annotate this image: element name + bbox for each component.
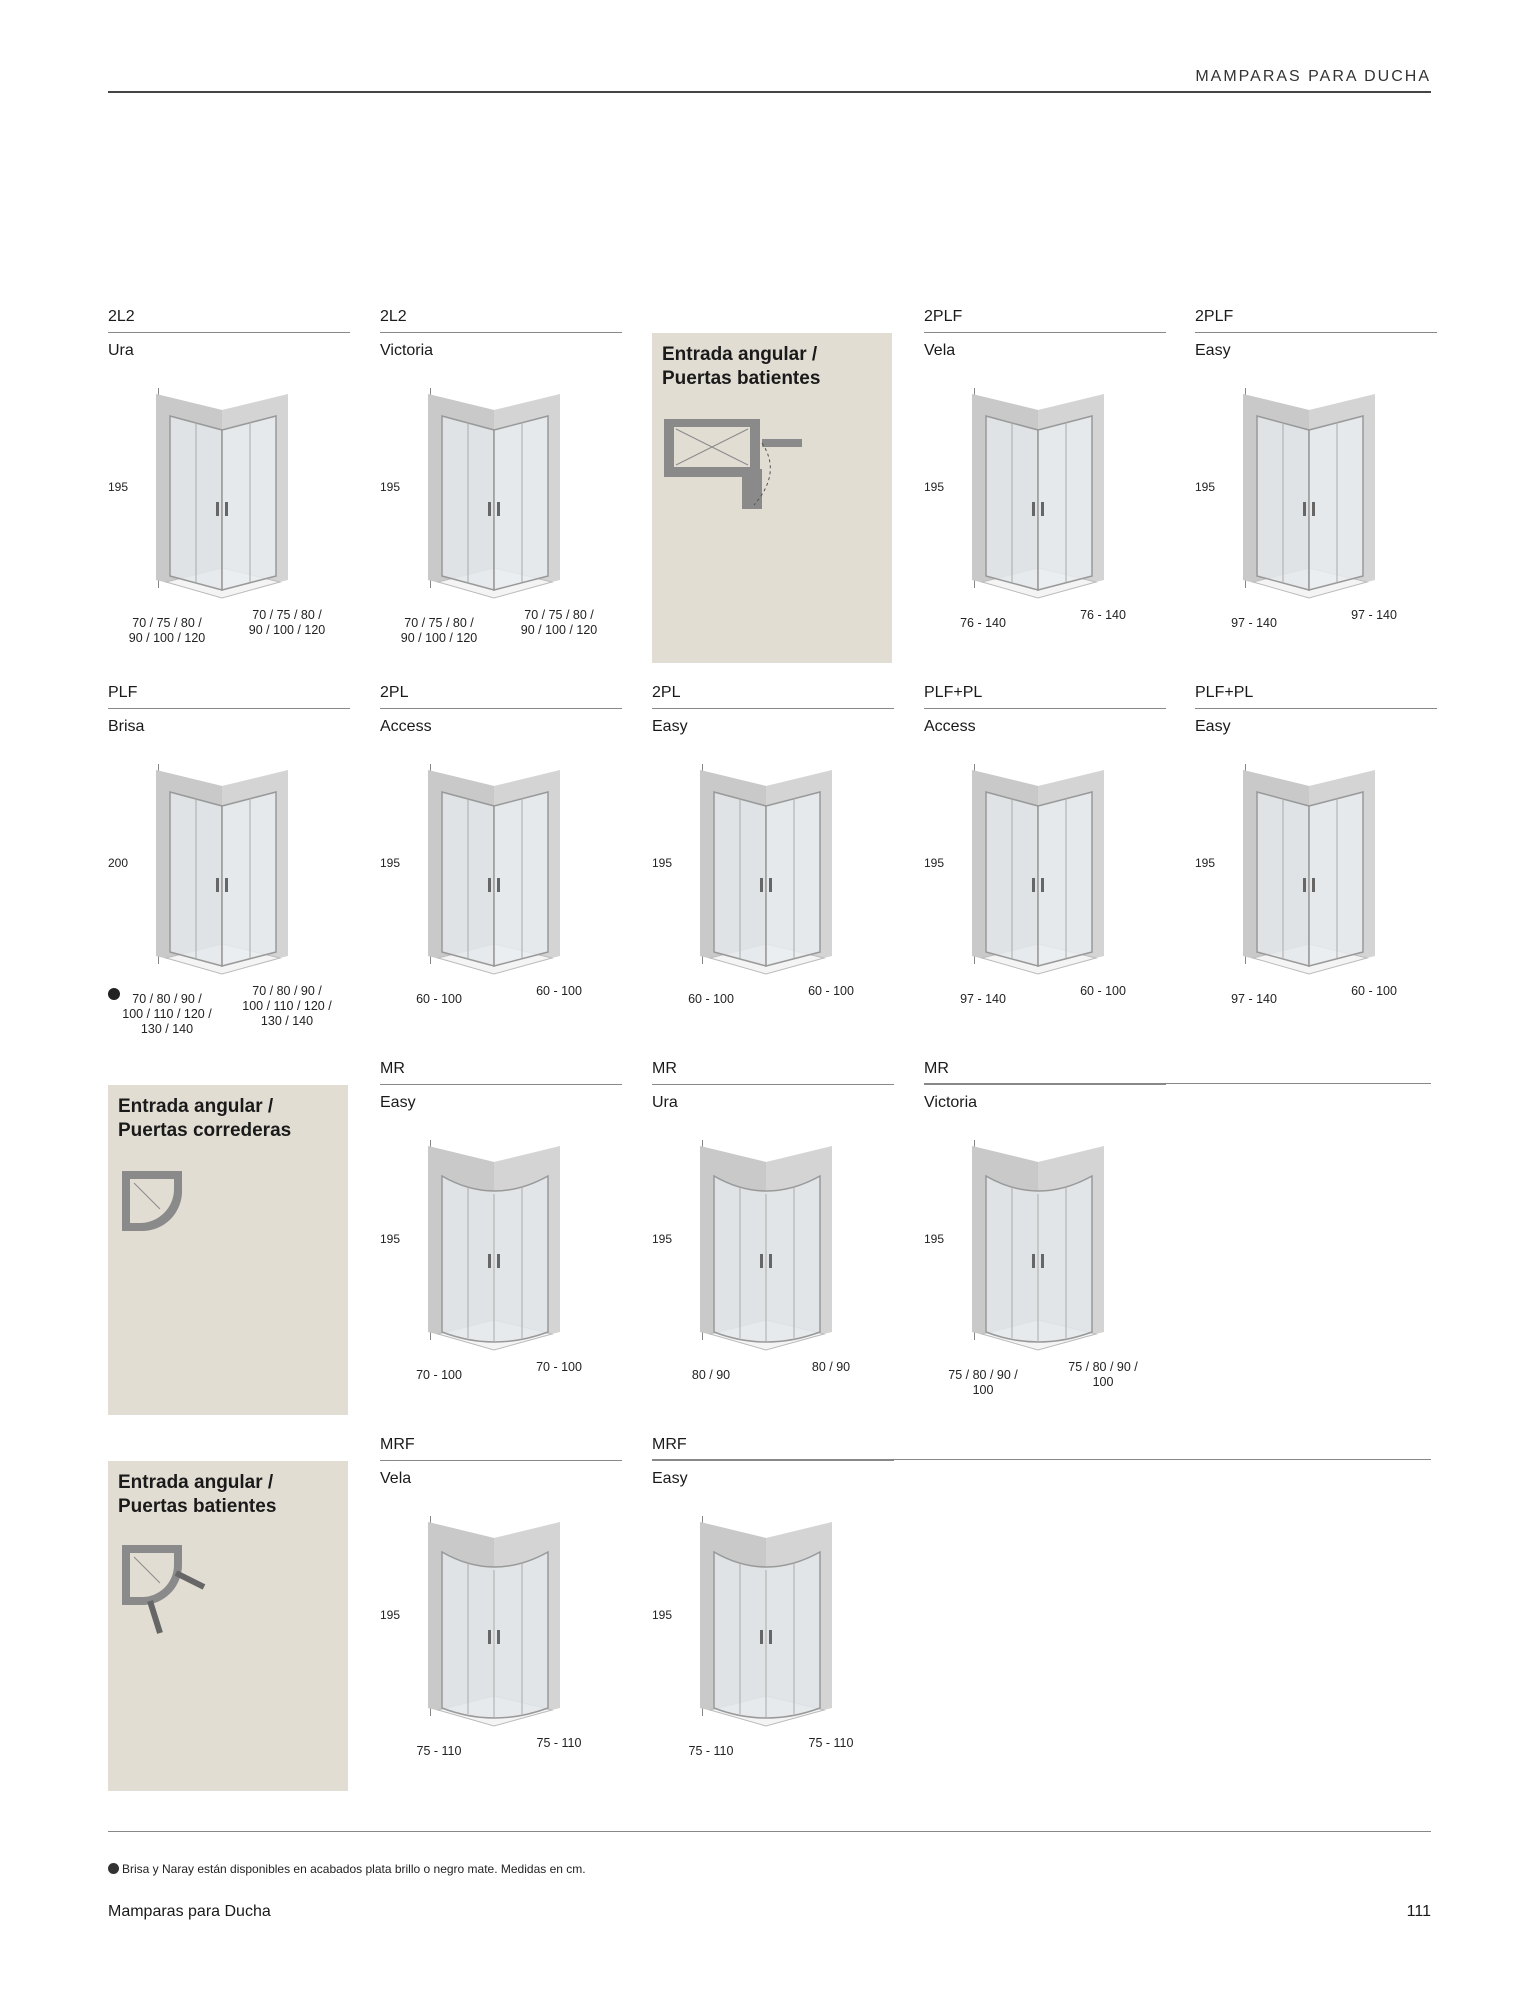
product-card-0 bbox=[108, 308, 350, 658]
width-left-dim: 75 - 110 bbox=[416, 1744, 462, 1758]
product-rule bbox=[652, 708, 894, 709]
width-left-dim: 70 / 75 / 80 / 90 / 100 / 120 bbox=[400, 616, 478, 645]
product-card-7 bbox=[924, 684, 1166, 1034]
height-label: 195 bbox=[924, 480, 945, 494]
height-label: 195 bbox=[1195, 480, 1216, 494]
shower-enclosure-image bbox=[696, 1136, 836, 1356]
width-left-dim: 70 - 100 bbox=[416, 1368, 462, 1382]
width-right-dim: 75 - 110 bbox=[536, 1736, 582, 1750]
height-label: 195 bbox=[108, 480, 129, 494]
width-right-dim: 70 / 75 / 80 / 90 / 100 / 120 bbox=[248, 608, 326, 637]
width-left-dim: 70 / 80 / 90 / 100 / 110 / 120 / 130 / 140 bbox=[122, 992, 212, 1036]
height-label: 195 bbox=[652, 856, 673, 870]
shower-enclosure-image bbox=[696, 1512, 836, 1732]
product-rule bbox=[380, 1084, 622, 1085]
footer-rule bbox=[108, 1831, 1431, 1832]
shower-enclosure-image bbox=[1239, 760, 1379, 980]
product-name: Vela bbox=[924, 342, 956, 359]
product-name: Ura bbox=[652, 1094, 678, 1111]
info-box-title: Entrada angular / Puertas batientes bbox=[662, 344, 821, 389]
product-card-5 bbox=[380, 684, 622, 1034]
footnote bbox=[108, 1862, 586, 1876]
shower-enclosure-image bbox=[152, 384, 292, 604]
info-box-1 bbox=[108, 1085, 348, 1415]
width-right-dim: 70 - 100 bbox=[536, 1360, 582, 1374]
height-label: 195 bbox=[924, 1232, 945, 1246]
width-left-dim: 97 - 140 bbox=[1231, 616, 1277, 630]
product-code: 2L2 bbox=[108, 308, 135, 325]
height-label: 195 bbox=[924, 856, 945, 870]
height-label: 195 bbox=[652, 1232, 673, 1246]
product-card-1 bbox=[380, 308, 622, 658]
product-name: Easy bbox=[652, 1470, 688, 1487]
height-label: 195 bbox=[1195, 856, 1216, 870]
product-rule bbox=[924, 332, 1166, 333]
height-label: 195 bbox=[380, 1232, 401, 1246]
product-code: 2PL bbox=[380, 684, 409, 701]
shower-enclosure-image bbox=[152, 760, 292, 980]
product-code: PLF bbox=[108, 684, 138, 701]
product-rule bbox=[924, 1084, 1166, 1085]
hinged-round-plan-icon bbox=[120, 1543, 210, 1639]
width-left-dim: 97 - 140 bbox=[960, 992, 1006, 1006]
width-right-dim: 75 / 80 / 90 / 100 bbox=[1068, 1360, 1138, 1389]
width-left-dim: 76 - 140 bbox=[960, 616, 1006, 630]
product-name: Easy bbox=[1195, 342, 1231, 359]
shower-enclosure-image bbox=[696, 760, 836, 980]
footnote-text: Brisa y Naray están disponibles en acabados plata brillo o negro mate. Medidas en cm. bbox=[122, 1862, 586, 1876]
width-left-dim: 70 / 75 / 80 / 90 / 100 / 120 bbox=[128, 616, 206, 645]
height-label: 195 bbox=[380, 1608, 401, 1622]
product-code: 2PLF bbox=[1195, 308, 1234, 325]
product-code: MR bbox=[380, 1060, 405, 1077]
product-rule bbox=[108, 708, 350, 709]
product-rule bbox=[924, 708, 1166, 709]
product-name: Victoria bbox=[380, 342, 434, 359]
width-left-dim: 97 - 140 bbox=[1231, 992, 1277, 1006]
width-right-dim: 60 - 100 bbox=[1351, 984, 1397, 998]
info-box-title: Entrada angular / Puertas batientes bbox=[118, 1472, 277, 1517]
section-label: MAMPARAS PARA DUCHA bbox=[1195, 68, 1431, 85]
info-box-0 bbox=[652, 333, 892, 663]
product-name: Easy bbox=[1195, 718, 1231, 735]
height-label: 195 bbox=[652, 1608, 673, 1622]
header-rule bbox=[108, 91, 1431, 93]
product-code: PLF+PL bbox=[924, 684, 983, 701]
product-name: Easy bbox=[652, 718, 688, 735]
info-box-2 bbox=[108, 1461, 348, 1791]
width-right-dim: 80 / 90 bbox=[811, 1360, 851, 1374]
shower-enclosure-image bbox=[1239, 384, 1379, 604]
product-name: Access bbox=[380, 718, 432, 735]
product-card-11 bbox=[924, 1060, 1166, 1410]
product-card-12 bbox=[380, 1436, 622, 1786]
row-rule-mr bbox=[924, 1083, 1431, 1084]
product-rule bbox=[652, 1460, 894, 1461]
height-label: 200 bbox=[108, 856, 129, 870]
product-name: Easy bbox=[380, 1094, 416, 1111]
shower-enclosure-image bbox=[424, 384, 564, 604]
width-left-dim: 60 - 100 bbox=[416, 992, 462, 1006]
product-code: 2PL bbox=[652, 684, 681, 701]
hinged-door-plan-icon bbox=[662, 413, 802, 523]
product-card-10 bbox=[652, 1060, 894, 1410]
page-number: 111 bbox=[1406, 1903, 1431, 1920]
product-card-2 bbox=[924, 308, 1166, 658]
shower-enclosure-image bbox=[424, 1512, 564, 1732]
product-code: MRF bbox=[652, 1436, 687, 1453]
finish-note-dot-icon bbox=[108, 988, 120, 1000]
width-left-dim: 60 - 100 bbox=[688, 992, 734, 1006]
width-left-dim: 75 - 110 bbox=[688, 1744, 734, 1758]
width-right-dim: 75 - 110 bbox=[808, 1736, 854, 1750]
width-right-dim: 70 / 80 / 90 / 100 / 110 / 120 / 130 / 140 bbox=[242, 984, 332, 1028]
product-name: Victoria bbox=[924, 1094, 978, 1111]
shower-enclosure-image bbox=[424, 1136, 564, 1356]
width-right-dim: 76 - 140 bbox=[1080, 608, 1126, 622]
product-rule bbox=[1195, 708, 1437, 709]
shower-enclosure-image bbox=[968, 384, 1108, 604]
height-label: 195 bbox=[380, 480, 401, 494]
product-rule bbox=[380, 1460, 622, 1461]
product-rule bbox=[380, 708, 622, 709]
width-right-dim: 97 - 140 bbox=[1351, 608, 1397, 622]
product-card-6 bbox=[652, 684, 894, 1034]
product-name: Access bbox=[924, 718, 976, 735]
product-name: Ura bbox=[108, 342, 134, 359]
shower-enclosure-image bbox=[968, 760, 1108, 980]
product-card-3 bbox=[1195, 308, 1437, 658]
width-right-dim: 60 - 100 bbox=[536, 984, 582, 998]
product-name: Brisa bbox=[108, 718, 145, 735]
product-code: 2PLF bbox=[924, 308, 963, 325]
info-box-title: Entrada angular / Puertas correderas bbox=[118, 1096, 292, 1141]
footer-title: Mamparas para Ducha bbox=[108, 1903, 271, 1920]
product-code: MR bbox=[652, 1060, 677, 1077]
shower-enclosure-image bbox=[424, 760, 564, 980]
product-code: MRF bbox=[380, 1436, 415, 1453]
product-rule bbox=[108, 332, 350, 333]
product-card-9 bbox=[380, 1060, 622, 1410]
row-rule-mrf bbox=[652, 1459, 1431, 1460]
dot-icon bbox=[108, 1863, 119, 1874]
width-left-dim: 75 / 80 / 90 / 100 bbox=[948, 1368, 1018, 1397]
product-rule bbox=[380, 332, 622, 333]
product-card-13 bbox=[652, 1436, 894, 1786]
shower-enclosure-image bbox=[968, 1136, 1108, 1356]
width-right-dim: 70 / 75 / 80 / 90 / 100 / 120 bbox=[520, 608, 598, 637]
product-card-4 bbox=[108, 684, 350, 1034]
product-code: MR bbox=[924, 1060, 949, 1077]
product-card-8 bbox=[1195, 684, 1437, 1034]
product-code: PLF+PL bbox=[1195, 684, 1254, 701]
sliding-door-plan-icon bbox=[120, 1169, 190, 1239]
product-rule bbox=[1195, 332, 1437, 333]
height-label: 195 bbox=[380, 856, 401, 870]
width-right-dim: 60 - 100 bbox=[808, 984, 854, 998]
product-name: Vela bbox=[380, 1470, 412, 1487]
width-left-dim: 80 / 90 bbox=[691, 1368, 731, 1382]
product-code: 2L2 bbox=[380, 308, 407, 325]
product-rule bbox=[652, 1084, 894, 1085]
width-right-dim: 60 - 100 bbox=[1080, 984, 1126, 998]
